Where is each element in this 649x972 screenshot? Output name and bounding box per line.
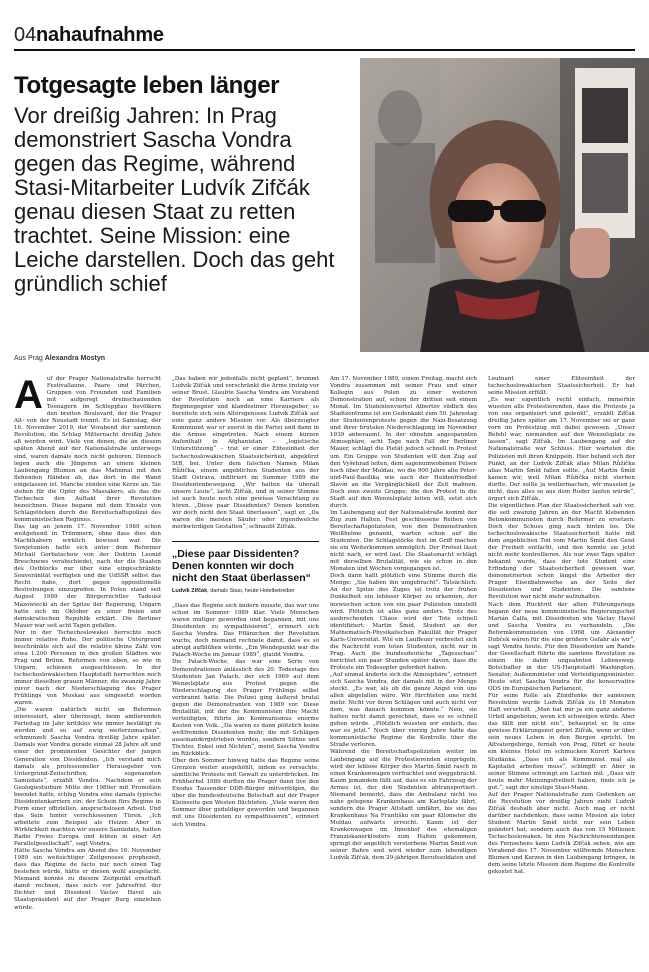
header-rule <box>14 49 635 51</box>
drop-cap: A <box>14 376 43 417</box>
paragraph: „Es war eigentlich recht einfach, immerhin wussten alle Protestierenden, dass die Proteste ja von uns organisiert und gelenkt“, erzählt Zifčák dreißig Jahre später am 17. November sei er ganz vorn im Protestzug mit dabei gewesen. „Unser Befehl war, niemanden auf den Wenzelsplatz zu lassen“, sagt Zifčák. Im Laubengang auf der Nationalstraße war Schluss. Hier warteten die Polizisten mit ihren Knüppeln. Hier befand sich der Punkt, an der Ludvík Zifčák alias Milan Růžička alias Martin Šmíd fallen sollte. „Auf Martin Šmíd kamen wir, weil Milan Růžička nicht sterben durfte. Der sollte ja weitermachen, wir mussten ja nicht, dass alles so aus dem Ruder laufen würde“, ärgert sich Zifčák. <box>488 397 635 502</box>
paragraph: Für seine Rolle als Zündfunke der samtenen Revolution wurde Ludvík Zifčák zu 18 Monaten Haft verurteilt. „Man hat mir ja ein ganz anderes Urteil angeboten, wenn ich schweigen würde. Aber das fällt mir nicht ein“, behauptet er. In eine gewisse Erklärungsnot geriet Zifčák, wenn er über sein neues Leben in den Bergen spricht. Im Altvatergebirge, fernab von Prag, führt er heute ein kleines Hotel im schmucken Kurort Karlova Studánka. „Dass ich als Kommunist mal als Kapitalist arbeiten muss“, schimpft er. Aber in seiner Stimme schwingt ein Lachen mit. „Dass wir heute mehr Meinungsfreiheit haben, finde ich ja gut.“, sagt der einstige Stasi-Mann. <box>488 693 635 791</box>
page-header <box>14 8 635 48</box>
attribution-name: Ludvík Zifčák <box>172 588 208 595</box>
paragraph: Hätte Sascha Vondra am Abend des 16. November 1989 ein weitsichtiger Zeitgenosse prophezeit, dass das Regime de facto nur noch einen Tag bestehen würde, hätte er diesen wohl ausgelacht. Niemand konnte zu diesem Zeitpunkt ernsthaft damit rechnen, dass noch vor Jahresfrist der Dichter und Dissident Václav Havel als Staatspräsident auf der Prager Burg einziehen würde. <box>14 848 161 911</box>
article-dek: Vor dreißig Jahren: In Prag demonstriert Sascha Vondra gegen das Regime, während Stasi-Mitarbeiter Ludvík Zifčák genau diesen Staat zu retten trachtet. Seine Mission: eine Leiche darstellen. Doch das geht gründlich schief <box>14 103 335 296</box>
paragraph: Leutnant einer Eliteeinheit der tschechoslowakischen Staatssicherheit. Er hat seine Mission erfüllt. <box>488 376 635 397</box>
paragraph: Am 17. November 1989, einem Freitag, macht sich Vondra zusammen mit seiner Frau und einer Kollegin aus Polen zu einer weiteren Demonstration auf, schon der dritten seit einem Monat. Im Studentenviertel Albertov südlich des Stadtzentrums ist ein Gedenkakt zum 50. Jahrestag der Studentenproteste gegen die Nazi-Besatzung und ihrer brutalen Niederschlagung im November 1939 anberaumt. In der ohnehin angespannten Atmosphäre, acht Tage nach Fall der Berliner Mauer, schlägt die Pietät jedoch schnell in Protest um. Ein Gruppe von Studenten will den Zug auf den Vyšehrad leiten, dem sagenumwobenen Felsen hoch über der Moldau, wo die 900 Jahre alte Peter-und-Paul-Basilika wie auch der Heldenfriedhof Slavín an die Vergänglichkeit der Zeit mahnen. Doch eine zweite Gruppe, die den Protest in die Stadt auf den Wenzelsplatz leiten will, setzt sich durch. <box>330 376 477 509</box>
byline-prefix: Aus Prag <box>14 355 45 362</box>
pull-quote: „Diese paar Dissidenten? Denen konnten wir doch nicht den Staat überlassen“ <box>172 548 311 585</box>
column-4 <box>488 376 635 964</box>
attribution-role: , damals Stasi, heute Hotelbetreiber <box>207 588 295 595</box>
column-2 <box>172 376 319 964</box>
column-1 <box>14 376 161 964</box>
article-body <box>14 376 636 964</box>
paragraph: Die Palach-Woche, das war eine Serie von Demonstrationen anlässlich des 20. Todestags des Studenten Jan Palach, der sich 1969 auf dem Wenzelsplatz aus Protest gegen die Niederschlagung des Prager Frühlings selbst verbrannt hatte. Die Polizei ging äußerst brutal gegen die Demonstranten von 1989 vor. Diese Brutalität, mit der die Kommunisten ihre Macht verteidigten, führte im Kommunismus enorme Kosten von Volk. „Da waren es dann plötzlich keine weltfremden Dissidenten mehr, die mit Schlägen auseinandergetrieben wurden, sondern Söhne und Töchter, Enkel und Nichten“, meint Sascha Vondra im Rückblick. <box>172 659 319 758</box>
paragraph: „Dass das Regime sich ändern musste, das war uns schon im Sommer 1989 klar. Viele Menschen waren mutiger geworden und begannen, mit uns Dissidenten zu sympathisieren“, erinnert sich Sascha Vondra. Das Pflänzchen der Revolution wuchs, doch niemand rechnete damit, dass es so abrupt aufblühen würde. „Ein Wendepunkt war die Palach-Woche im Januar 1989“, glaubt Vondra. <box>172 603 319 659</box>
paragraph: uf der Prager Nationalstraße herrscht Festivallaune. Paare und Pärchen, Gruppen von Freunden und Familien mit aufgeregt dreinschauenden Teenagern im Schlepptau bevölkern den breiten Boulevard, der die Prager Alt- von der Neustadt trennt. Es ist Samstag, der 16. November 2019, der Vorabend der samtenen Revolution, die Schlag Mitternacht dreißig Jahre alt werden wird. Viele von denen, die an diesem späten Abend auf der Nationalstraße unterwegs sind, waren damals noch nicht geboren. Dennoch legen auch die Jüngeren an einem kleinen Laubengang Blumen an das Mahnmal mit den flehenden Händen ab, das dort in die Wand eingelassen ist. Manche zünden eine Kerze an. Sie stehen für die Opfer des Massakers, als das die Tschechen den Auftakt ihrer Revolution bezeichnen. Diese begann mit dem Einsatz von Schlagstöcken durch die Bereitschaftspolizei des kommunistischen Regimes. <box>14 376 161 523</box>
paragraph: Die eigentlichen Plan der Staatssicherheit sah vor, die seit zwanzig Jahren an der Macht klebenden Betonkommunisten durch Reformer zu ersetzen. Doch der Schuss ging nach hinten los. Die tschechoslowakische Staatssicherheit hatte mit dem angeblichen Tod vom Martin Šmíd den Geist der Freiheit entfacht, und den konnte sie jetzt nicht mehr kontrollieren. Als nur zwei Tage später bekannt wurde, dass der tote Student eine Erfindung der Staatssicherheit gewesen war, demonstrierten schon längst die Arbeiter der Prager Eisenbahnwerke an der Seite der Dissidenten und Studenten. Die samtene Revolution war nicht mehr aufzuhalten. <box>488 502 635 601</box>
paragraph: „Das haben wir jedenfalls nicht geplant“, brummt Ludvík Zifčák und verschränkt die Arme trotzig vor seiner Brust. Glaubte Sascha Vondra am Vorabend der Revolution noch an eine Karriere als Regimegegner und klandestiner Herausgeber, so bereitete sich sein Altersgenosse Ludvík Zifčák auf eine ganz andere Mission vor. Als überzeugter Kommunist war er zuerst in die Partei und dann in die Armee eingetreten. Nach einem kurzen Aufenthalt in Afghanistan – „logistische Unterstützung“ – trat er einer Eliteeinheit der tschechoslowakischen Staatssicherheit, abgekürzt StB, bei. Unter dem falschen Namen Milan Růžička, einem angeblichen Studenten aus der Stadt Ostrava, infiltriert im Sommer 1989 die Dissidentenbewegung. „Wir hatten da überall unsere Leute“, lacht Zifčák, und in seiner Stimme ist auch heute noch eine gewisse Verachtung zu hören. „Diese paar Dissidenten? Denen konnten wir doch nicht den Staat überlassen“, sagt er. „Da waren die meisten Säufer oder irgendwelche merkwürdigen Gestalten“, schnaubt Zifčák. <box>172 376 319 530</box>
paragraph: Nur in der Tschechoslowakei herrschte noch immer relative Ruhe. Der politische Untergrund beschränkte sich auf die relative kleine Zahl von etwa 1.200 Personen in den großen Städten wie Prag und Brünn. Reformen von oben, so wie in Ungarn, schienen ausgeschlossen. In der tschechoslowakischen Hauptstadt herrschten noch immer dieselben grauen Männer, die zwanzig Jahre zuvor nach der Niederschlagung des Prager Frühlings von Moskau aus eingesetzt worden waren. <box>14 629 161 707</box>
column-3 <box>330 376 477 964</box>
paragraph: Nach dem Rücktritt der alten Führungsriege begann der neue kommunistische Regierungschef Marián Čalfa, mit Dissidenten wie Václav Havel und Sascha Vondra zu verhandeln. „Die Reformkommunisten von 1968 um Alexander Dubček wären für die eine größere Gefahr als wir“, sagt Vondra heute. Für den Dissidenten am Rande der Gesellschaft führte die samtene Revolution zu einem bis dahin ungeahnten Lebensweg: Botschafter in der US-Hauptstadt Washington, Senator, Außenminister und Verteidigungsminister. Heute sitzt Sascha Vondra für die konservative ODS im Europäischen Parlament. <box>488 601 635 693</box>
paragraph: „Die waren natürlich nicht an Reformen interessiert, aber überzeugt, beim amtierenden Parteitag im Jahr kritiklos wie immer bestätigt zu werden und so auf ewig weiterzumachen“, schmunzelt Sascha Vondra dreißig Jahre später. Damals war Vondra gerade einmal 28 Jahre alt und einer der prominenten Gesichter der jungen Generation von Dissidenten. „Ich verstand mich damals als professioneller Herausgeber von Untergrund-Zeitschriften, sogenannten Samizdats“, erzählt Vondra. Nachdem er sein Geologiestudium Mitte der 1980er mit Promotion beendet hatte, schlug Vondra eine damals typische Dissidentenkarriere ein: der Schein fürs Regime in Form einer offiziellen, anspruchslosen Arbeit. Und das Sein hinter verschlossenen Türen. „Ich arbeitete zum Beispiel als Heizer. Aber in Wirklichkeit machten wir unsere Samizdats, hatten Radio Freies Europa und lebten in einer Art Parallelgesellschaft“, sagt Vondra. <box>14 707 161 848</box>
pull-quote-attribution <box>172 588 319 595</box>
paragraph: Über den Sommer hinweg hatte das Regime seine Grenzen weiter ausgehöhlt, indem es versuchte, sämtliche Proteste mit Gewalt zu unterdrücken. Im Frühherbst 1989 durften die Prager dann live den Exodus Tausender DDR-Bürger mitverfolgen, die über die bundesdeutsche Botschaft auf der Prager Kleinseite gen Westen flüchteten. „Viele waren den Sommer über geduldiger geworden und begannen mit uns Dissidenten zu sympathisieren“, erinnert sich Vondra. <box>172 758 319 828</box>
byline <box>14 355 105 362</box>
article-photo <box>360 58 649 352</box>
paragraph: Das lag an jenem 17. November 1989 schon weitgehend in Trümmern, ohne dass dies den Machthabern wirklich bewusst war. Die Sowjetunion hatte sich unter dem Reformer Michail Gorbatschow von der Doktrin Leonid Breschnews verabschiedet, nach der die Staaten des Ostblocks nur über eine eingeschränkte Souveränität verfügten und die UdSSR selbst das Recht habe, dort gegen oppositionelle Bestrebungen einzugreifen. In Polen stand seit August 1989 der Bürgerrechtler Tadeusz Mazowiecki an der Spitze der Regierung, Ungarn hatte sich im Oktober zu einer freien und demokratischen Republik erklärt. Die Berliner Mauer war seit acht Tagen gefallen. <box>14 523 161 629</box>
article-headline: Totgesagte leben länger <box>14 72 280 99</box>
page-number: 04 <box>14 24 37 46</box>
section-title: nahaufnahme <box>36 24 164 46</box>
paragraph: Im Laubengang auf der Nationalstraße kommt der Zug zum Halten. Fest geschlossene Reihen von Bereitschaftspolizisten, von den Demonstranten Weißhelme genannt, warten schon auf die Studenten. Die Schlagstöcke fest im Griff machen sie ein Weiterkommen unmöglich. Der Protest lässt nicht nach, er wird laut. Die Staatsmacht schlägt mit derselben Brutalität, wie sie schon in den Monaten und Wochen vorgegangen ist. <box>330 509 477 573</box>
byline-author: Alexandra Mostyn <box>44 355 106 362</box>
photo-illustration <box>360 58 649 352</box>
paragraph: „Auf einmal änderte sich die Atmosphäre“, erinnert sich Sascha Vondra, der damals mit in der Menge steckt. „Es war, als ob die ganze Angst von uns allen abgefallen wäre. Wir fürchteten uns nicht mehr. Nicht vor ihren Schlägen und auch nicht vor dem, was danach kommen könnte.“ Nein, sie hatten nicht damit gerechnet, dass es so schnell gehen würde. „Plötzlich wussten wir einfach, das war es jetzt.“ Noch über vierzig Jahre hatte das kommunistische Regime die Kontrolle über die Straße verloren. <box>330 671 477 749</box>
paragraph: Während die Bereitschaftspolizisten weiter im Laubengang auf die Protestierenden einprügeln, wird der leblose Körper des Martin Šmíd rasch in einen Krankenwagen verfrachtet und weggebracht. Kaum jemandem fällt auf, dass es ein Fahrzeug der Armee ist, der den Studenten abtransportiert. Niemand bemerkt, dass die Ambulanz nicht ins nahe gelegene Krankenhaus am Karlsplatz fährt, sondern die Prager Altstadt umfährt, bis sie das Krankenhaus Na Františku ein paar Kilometer die Moldau aufwärts erreicht. Kaum ist der Krankenwagen im Innenhof des ehemaligen Franziskanerklosters zum Halten gekommen, springt der angeblich verstorbene Martin Šmíd von seiner Bahre und wird wieder zum lebendigen Ludvík Zifčák, dem 29-jährigen Berufssoldaten und <box>330 749 477 862</box>
paragraph: Doch dann hallt plötzlich eine Stimme durch die Menge: „Sie haben ihn umgebracht“. Tatsächlich: An der Spitze des Zuges ist trotz der frühen Dunkelheit ein lebloser Körper zu erkennen, der inzwischen schon von ein paar Polizisten umstellt wird. Plötzlich ist alles ganz anders. Trotz des ausbrechenden Chaos wird der Tote schnell identifiziert: Martin Šmíd, Student an der Mathematisch-Physikalischen Fakultät der Prager Karls-Universität. Wie ein Lauffeuer verbreitet sich die Nachricht vom toten Studenten, nicht nur in Prag. Auch die bundesdeutsche „Tagesschau“ berichtet ein paar Stunden später davon, dass die Proteste ein Todesopfer gefordert haben. <box>330 573 477 671</box>
paragraph: Auf der Prager Nationalstraße zum Gedenken an die Revolution vor dreißig Jahren zieht Ludvík Zifčák deshalb aber nicht. Auch mag er nicht darüber nachdenken, dass seine Mission als toter Student Martin Šmíd nicht nur sein Leben geändert hat, sondern auch das von 15 Millionen Tschechoslowaken. In den Nachrichtensendungen des Fernsehens kann Ludvík Zifčák sehen, wie am Vorabend des 17. November willfremde Menschen Blumen und Kerzen in den Laubengang bringen, in dem seine letzte Mission dem Regime die Kontrolle gekostet hat. <box>488 791 635 876</box>
pull-quote-box <box>172 541 319 595</box>
